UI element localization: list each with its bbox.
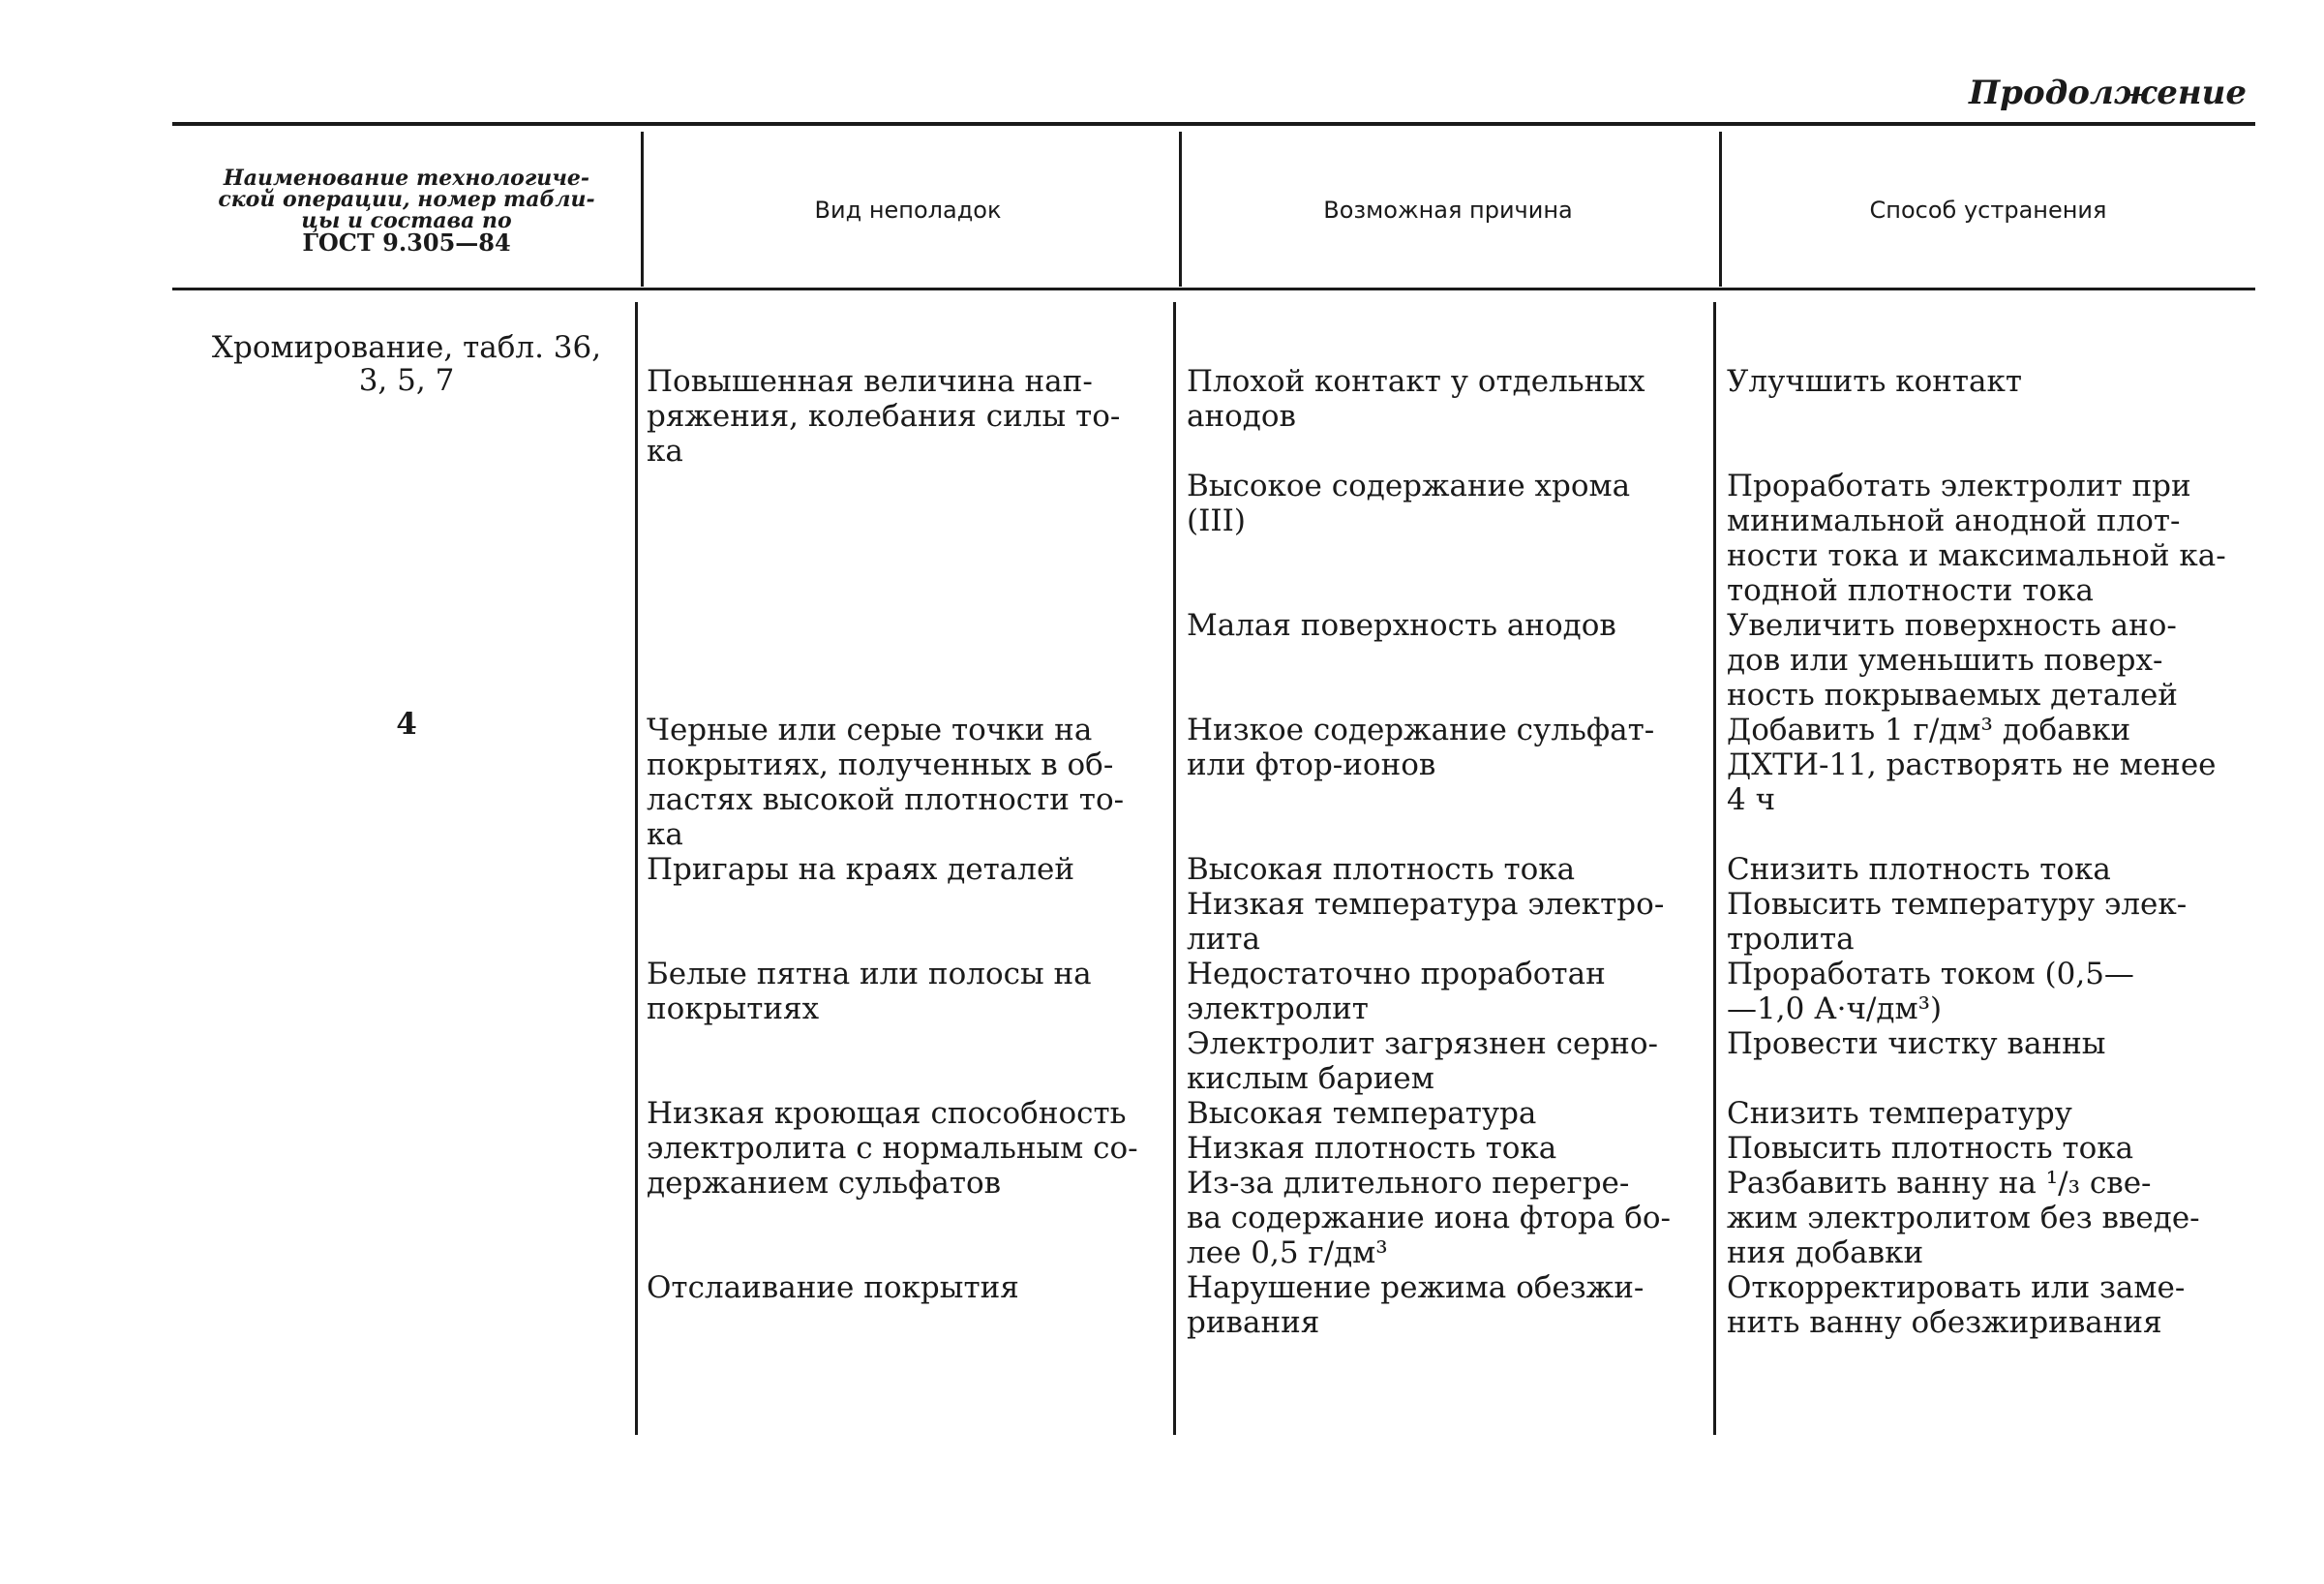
header-operation <box>184 145 629 276</box>
remedy-item: Снизить температуру <box>1727 1096 2072 1131</box>
defect-item: Низкая кроющая способность электролита с нормальным со- держанием сульфатов <box>647 1096 1138 1201</box>
remedy-item: Откорректировать или заме- нить ванну обезжиривания <box>1727 1270 2186 1340</box>
remedy-item: Добавить 1 г/дм³ добавки ДХТИ-11, растворять не менее 4 ч <box>1727 713 2217 817</box>
cause-item: Из-за длительного перегре- ва содержание иона фтора бо- лее 0,5 г/дм³ <box>1187 1166 1671 1270</box>
operation-composition-4: 4 <box>396 707 417 742</box>
header-operation-line-1: Наименование технологиче- <box>223 165 590 191</box>
defect-item: Белые пятна или полосы на покрытиях <box>647 957 1092 1026</box>
defect-item: Черные или серые точки на покрытиях, полученных в об- ластях высокой плотности то- ка <box>647 713 1125 852</box>
remedy-item: Повысить температуру элек- тролита <box>1727 887 2188 957</box>
cause-item: Недостаточно проработан электролит <box>1187 957 1606 1026</box>
cause-item: Высокая температура <box>1187 1096 1537 1131</box>
header-bottom-rule <box>172 288 2255 290</box>
table-top-rule <box>172 122 2255 126</box>
remedy-item: Проработать электролит при минимальной анодной плот- ности тока и максимальной ка- тодной плотности тока <box>1727 469 2226 608</box>
cause-item: Плохой контакт у отдельных анодов <box>1187 364 1645 434</box>
col-divider-2-body <box>1173 302 1176 1435</box>
header-defect: Вид неполадок <box>814 197 1002 225</box>
col-divider-3-body <box>1713 302 1716 1435</box>
col-divider-1-body <box>635 302 638 1435</box>
cause-item: Малая поверхность анодов <box>1187 608 1616 643</box>
header-operation-gost: ГОСТ 9.305—84 <box>302 228 511 257</box>
operation-chromium-plating: Хромирование, табл. 36, 3, 5, 7 <box>211 330 602 398</box>
cause-item: Электролит загрязнен серно- кислым барием <box>1187 1026 1658 1096</box>
header-operation-line-2: ской операции, номер табли- <box>218 186 595 212</box>
continuation-label: Продолжение <box>1969 74 2247 112</box>
col-divider-1 <box>641 132 644 287</box>
cause-item: Высокая плотность тока <box>1187 852 1576 887</box>
remedy-item: Увеличить поверхность ано- дов или уменьшить поверх- ность покрываемых деталей <box>1727 608 2178 713</box>
col-divider-2 <box>1179 132 1182 287</box>
cause-item: Низкое содержание сульфат- или фтор-ионов <box>1187 713 1655 782</box>
header-remedy: Способ устранения <box>1869 197 2107 225</box>
remedy-item: Провести чистку ванны <box>1727 1026 2106 1061</box>
header-cause: Возможная причина <box>1323 197 1573 225</box>
remedy-item: Снизить плотность тока <box>1727 852 2111 887</box>
defect-item: Пригары на краях деталей <box>647 852 1074 887</box>
remedy-item: Разбавить ванну на ¹/₃ све- жим электролитом без введе- ния добавки <box>1727 1166 2200 1270</box>
remedy-item: Улучшить контакт <box>1727 364 2023 399</box>
cause-item: Низкая температура электро- лита <box>1187 887 1665 957</box>
remedy-item: Проработать током (0,5— —1,0 А·ч/дм³) <box>1727 957 2134 1026</box>
cause-item: Низкая плотность тока <box>1187 1131 1557 1166</box>
defect-item: Повышенная величина нап- ряжения, колебания силы то- ка <box>647 364 1121 469</box>
header-operation-line-3: цы и состава по <box>301 207 512 233</box>
defect-item: Отслаивание покрытия <box>647 1270 1019 1305</box>
remedy-item: Повысить плотность тока <box>1727 1131 2134 1166</box>
cause-item: Высокое содержание хрома (III) <box>1187 469 1631 538</box>
cause-item: Нарушение режима обезжи- ривания <box>1187 1270 1645 1340</box>
col-divider-3 <box>1719 132 1722 287</box>
